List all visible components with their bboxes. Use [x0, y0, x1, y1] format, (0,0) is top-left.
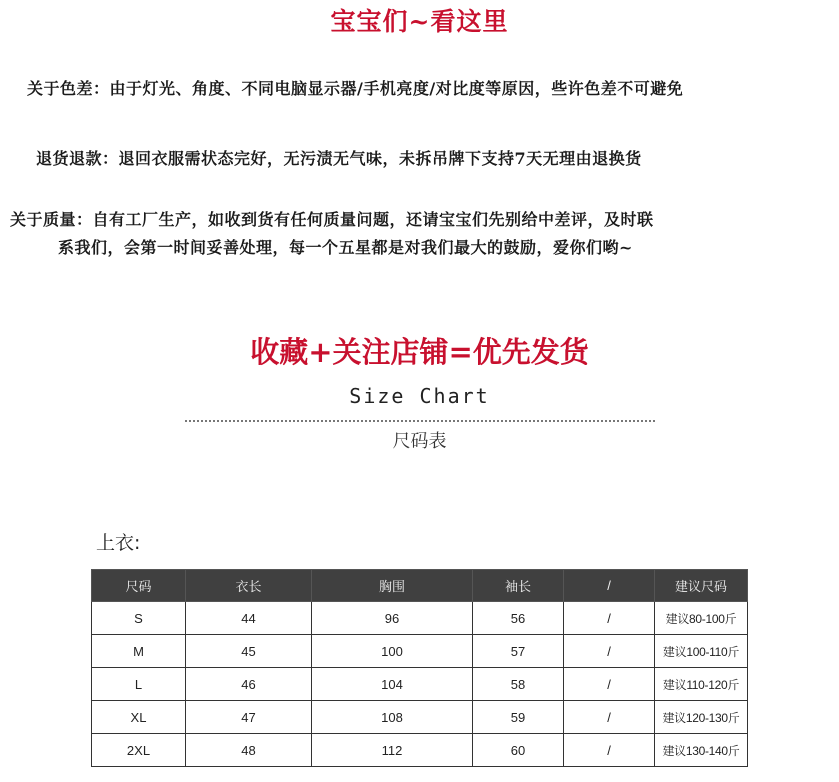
length-cell: 44 [186, 602, 312, 635]
slash-cell: / [564, 701, 655, 734]
size-cell: M [92, 635, 186, 668]
sleeve-cell: 57 [473, 635, 564, 668]
sleeve-cell: 60 [473, 734, 564, 767]
size-cell: XL [92, 701, 186, 734]
chest-cell: 104 [312, 668, 473, 701]
size-cell: L [92, 668, 186, 701]
promo-banner: 收藏+关注店铺=优先发货 [250, 335, 589, 369]
recommended-cell: 建议110-120斤 [655, 668, 748, 701]
size-chart-title: Size Chart [349, 384, 490, 408]
column-header-recommended: 建议尺码 [655, 570, 748, 602]
recommended-cell: 建议120-130斤 [655, 701, 748, 734]
chest-cell: 100 [312, 635, 473, 668]
column-header-sleeve: 袖长 [473, 570, 564, 602]
size-cell: 2XL [92, 734, 186, 767]
slash-cell: / [564, 668, 655, 701]
slash-cell: / [564, 635, 655, 668]
chest-cell: 96 [312, 602, 473, 635]
chest-cell: 108 [312, 701, 473, 734]
quality-note-line-1: 关于质量：自有工厂生产，如收到货有任何质量问题，还请宝宝们先别给中差评，及时联 [10, 210, 654, 229]
page-title: 宝宝们~看这里 [330, 7, 509, 36]
table-row [92, 602, 748, 635]
quality-note-line-2: 系我们，会第一时间妥善处理，每一个五星都是对我们最大的鼓励，爱你们哟~ [58, 238, 633, 257]
table-row [92, 635, 748, 668]
recommended-cell: 建议80-100斤 [655, 602, 748, 635]
sleeve-cell: 58 [473, 668, 564, 701]
column-header-size: 尺码 [92, 570, 186, 602]
slash-cell: / [564, 734, 655, 767]
recommended-cell: 建议130-140斤 [655, 734, 748, 767]
size-cell: S [92, 602, 186, 635]
column-header-length: 衣长 [186, 570, 312, 602]
chest-cell: 112 [312, 734, 473, 767]
length-cell: 45 [186, 635, 312, 668]
length-cell: 47 [186, 701, 312, 734]
sleeve-cell: 59 [473, 701, 564, 734]
length-cell: 46 [186, 668, 312, 701]
dotted-divider [185, 420, 655, 422]
table-row [92, 701, 748, 734]
column-header-chest: 胸围 [312, 570, 473, 602]
column-header-slash: / [564, 570, 655, 602]
length-cell: 48 [186, 734, 312, 767]
return-policy-note: 退货退款：退回衣服需状态完好，无污渍无气味，未拆吊牌下支持7天无理由退换货 [36, 149, 642, 168]
table-header-row [92, 570, 748, 602]
table-row [92, 668, 748, 701]
size-table [91, 569, 748, 767]
slash-cell: / [564, 602, 655, 635]
tops-section-label: 上衣: [96, 532, 141, 554]
table-row [92, 734, 748, 767]
recommended-cell: 建议100-110斤 [655, 635, 748, 668]
color-difference-note: 关于色差：由于灯光、角度、不同电脑显示器/手机亮度/对比度等原因，些许色差不可避免 [27, 79, 684, 98]
sleeve-cell: 56 [473, 602, 564, 635]
size-chart-subtitle: 尺码表 [392, 431, 447, 452]
